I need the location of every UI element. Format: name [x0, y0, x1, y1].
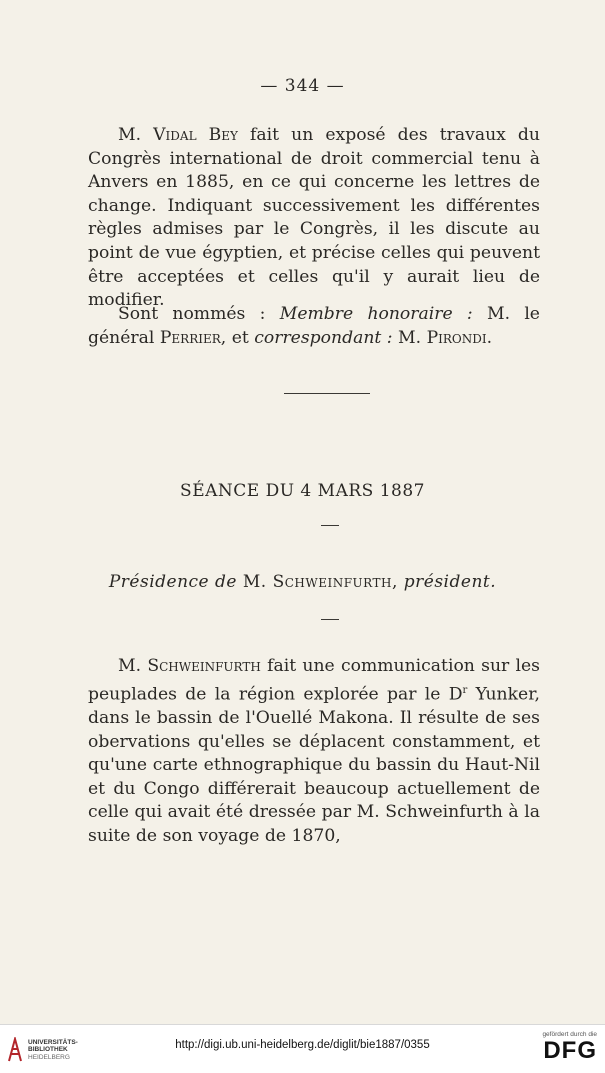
superscript: r — [462, 684, 468, 696]
footer-bar — [0, 1024, 605, 1073]
text-fragment: Yunker, dans le bassin de l'Ouellé Makona. Il résulte de ses obervations qu'elles se déplacent constamment, et qu'une carte ethnographique du bassin du Haut-Nil et du Congo différerait beaucoup actuellement de celle qui avait été dressée par M. Schweinfurth à la suite de son voyage de 1870, — [88, 684, 540, 846]
text-fragment: M. le général — [88, 304, 540, 348]
paragraph-nominations — [88, 303, 540, 350]
name-schweinfurth-2: Schweinfurth — [147, 656, 261, 676]
label-correspondant: correspondant : — [254, 327, 393, 348]
text-fragment: Présidence de — [108, 572, 237, 592]
text-fragment: fait une communication sur les peuplades de la région explorée par le D — [88, 656, 541, 705]
funded-by-text: gefördert durch die — [542, 1031, 597, 1038]
paragraph-text: fait un exposé des travaux du Congrès international de droit commercial tenu à Anvers en 1885, en ce qui concerne les lettres de change. Indiquant successivement les différentes règles admises par le Congrès, il les discute au point de vue égyptien, et précise celles qui peuvent être acceptées et celles qu'il y aurait lieu de modifier. — [88, 125, 541, 311]
text-fragment: M. — [118, 656, 148, 676]
presidence-dash — [321, 619, 339, 620]
dfg-logo[interactable] — [542, 1031, 597, 1063]
text-fragment: . — [486, 327, 493, 348]
text-fragment: , — [391, 572, 404, 592]
name-vidal-bey: M. Vidal Bey — [118, 125, 238, 145]
presidence-line — [0, 572, 605, 592]
text-fragment: M. — [392, 327, 427, 348]
label-membre-honoraire: Membre honoraire : — [279, 304, 473, 324]
session-heading: SÉANCE DU 4 MARS 1887 — [180, 481, 425, 501]
library-name-line2: BIBLIOTHEK — [28, 1046, 68, 1054]
source-url-link[interactable]: http://digi.ub.uni-heidelberg.de/diglit/bie1887/0355 — [175, 1039, 430, 1051]
paragraph-vidal-bey — [88, 124, 540, 313]
text-fragment: président. — [403, 572, 497, 592]
heading-dash — [321, 525, 339, 526]
name-schweinfurth: Schweinfurth — [272, 572, 392, 592]
dfg-wordmark: DFG — [543, 1037, 597, 1064]
text-fragment: M. — [236, 572, 273, 592]
page-number: — 344 — — [260, 76, 345, 96]
section-divider — [284, 393, 370, 394]
name-pirondi: Pirondi — [426, 327, 487, 348]
library-name-line3: HEIDELBERG — [28, 1053, 70, 1061]
text-fragment: Sont nommés : — [118, 304, 280, 324]
text-fragment: , et — [220, 327, 255, 348]
name-perrier: Perrier — [159, 327, 221, 348]
library-name-line1: UNIVERSITÄTS- — [28, 1038, 78, 1046]
paragraph-schweinfurth — [88, 655, 540, 848]
